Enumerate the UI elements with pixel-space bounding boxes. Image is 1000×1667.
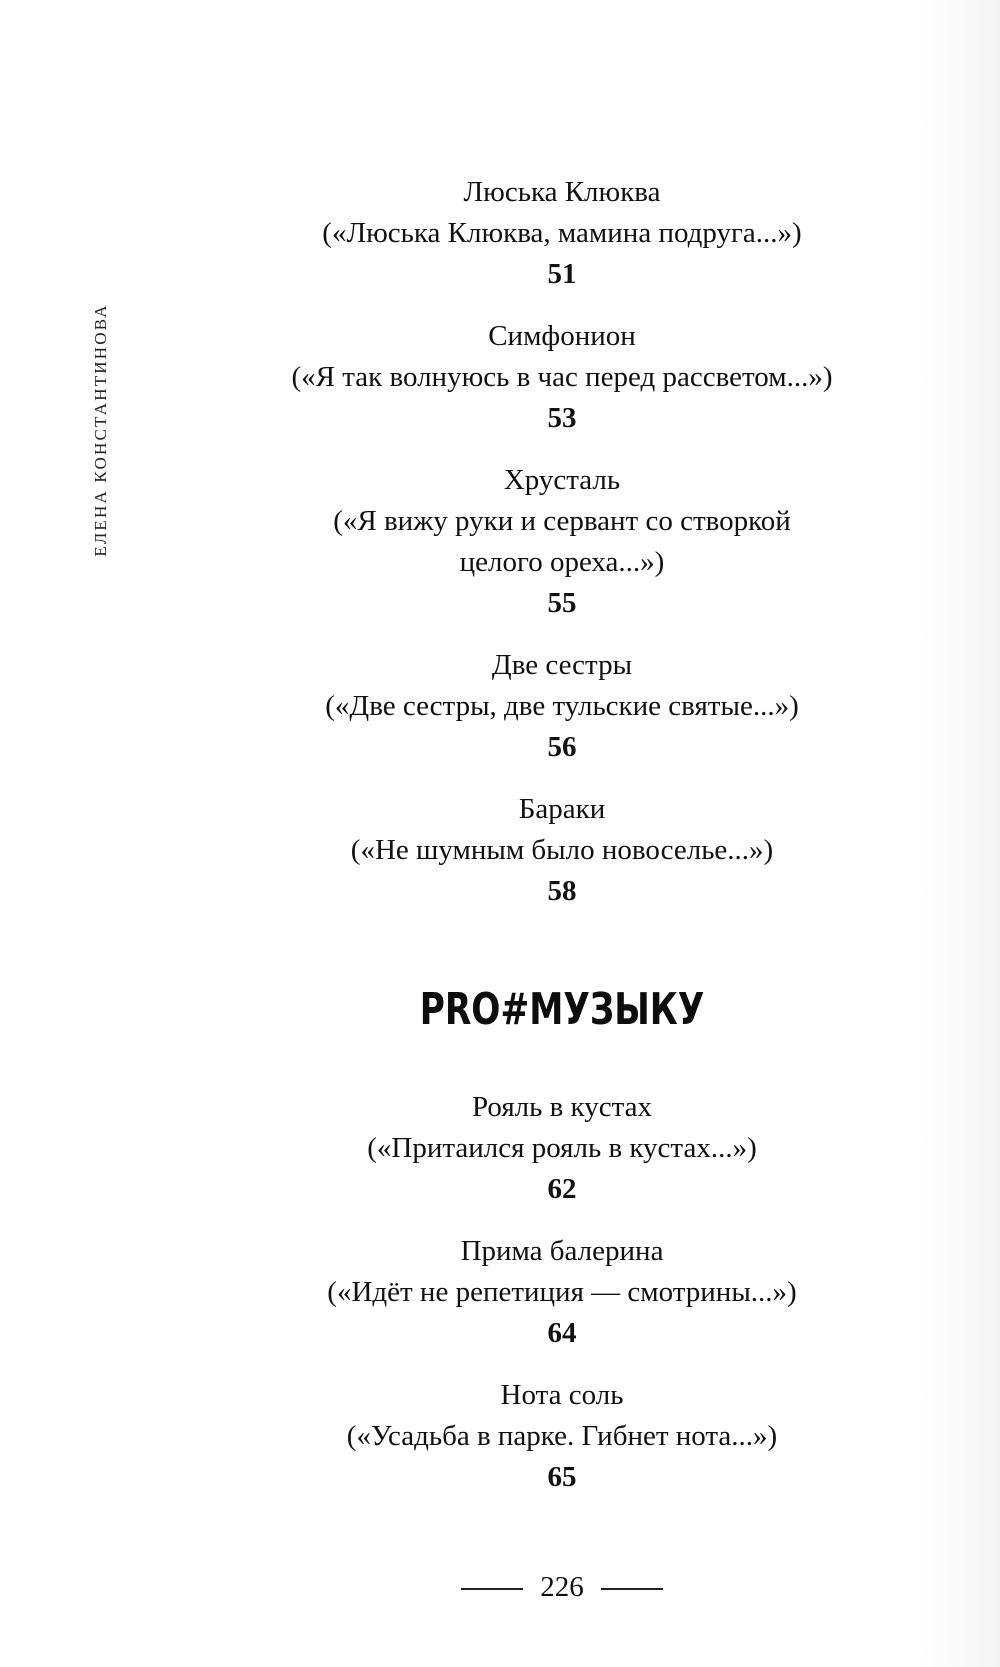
toc-entry-incipit: («Люська Клюква, мамина подруга...») [322,217,802,249]
toc-entry-title: Две сестры [491,649,633,681]
page-number: 226 [540,1571,584,1603]
toc-entry-page-number: 58 [547,875,577,907]
toc-entry-title: Хрусталь [503,464,621,496]
toc-entry-incipit-continuation: целого ореха...») [459,546,665,578]
toc-entry [200,172,924,295]
toc-entry-page-number: 62 [547,1173,577,1205]
toc-entry-title: Симфонион [488,320,636,352]
toc-entry-incipit: («Я вижу руки и сервант со створкой [333,505,791,537]
table-of-contents-block [200,1087,924,1519]
toc-entry [200,1231,924,1354]
folio-rule-right [601,1588,663,1590]
toc-entry [200,316,924,439]
toc-entry-page-number: 51 [547,258,577,290]
toc-entry [200,460,924,624]
toc-entry-incipit: («Я так волнуюсь в час перед рассветом...») [291,361,833,393]
toc-entry-incipit: («Не шумным было новоселье...») [350,834,774,866]
toc-entry [200,645,924,768]
toc-entry-page-number: 55 [547,587,577,619]
running-head-author: ЕЛЕНА КОНСТАНТИНОВА [91,303,110,557]
toc-entry [200,1087,924,1210]
toc-entry-title: Бараки [518,793,606,825]
folio-rule-left [461,1588,523,1590]
toc-entry-title: Рояль в кустах [471,1091,653,1123]
table-of-contents-block [200,172,924,933]
page-folio [200,1567,924,1607]
toc-entry-page-number: 64 [547,1317,577,1349]
toc-entry-page-number: 65 [547,1461,577,1493]
toc-entry [200,789,924,912]
toc-entry [200,1375,924,1498]
toc-entry-incipit: («Притаился рояль в кустах...») [367,1132,757,1164]
toc-entry-title: Нота соль [500,1379,624,1411]
toc-entry-incipit: («Идёт не репетиция — смотрины...») [327,1276,797,1308]
toc-entry-page-number: 56 [547,731,577,763]
section-heading: PRO#МУЗЫКУ [419,984,705,1035]
toc-entry-incipit: («Две сестры, две тульские святые...») [325,690,799,722]
toc-entry-title: Люська Клюква [463,176,661,208]
toc-entry-incipit: («Усадьба в парке. Гибнет нота...») [346,1420,778,1452]
toc-entry-page-number: 53 [547,402,577,434]
toc-entry-title: Прима балерина [460,1235,664,1267]
